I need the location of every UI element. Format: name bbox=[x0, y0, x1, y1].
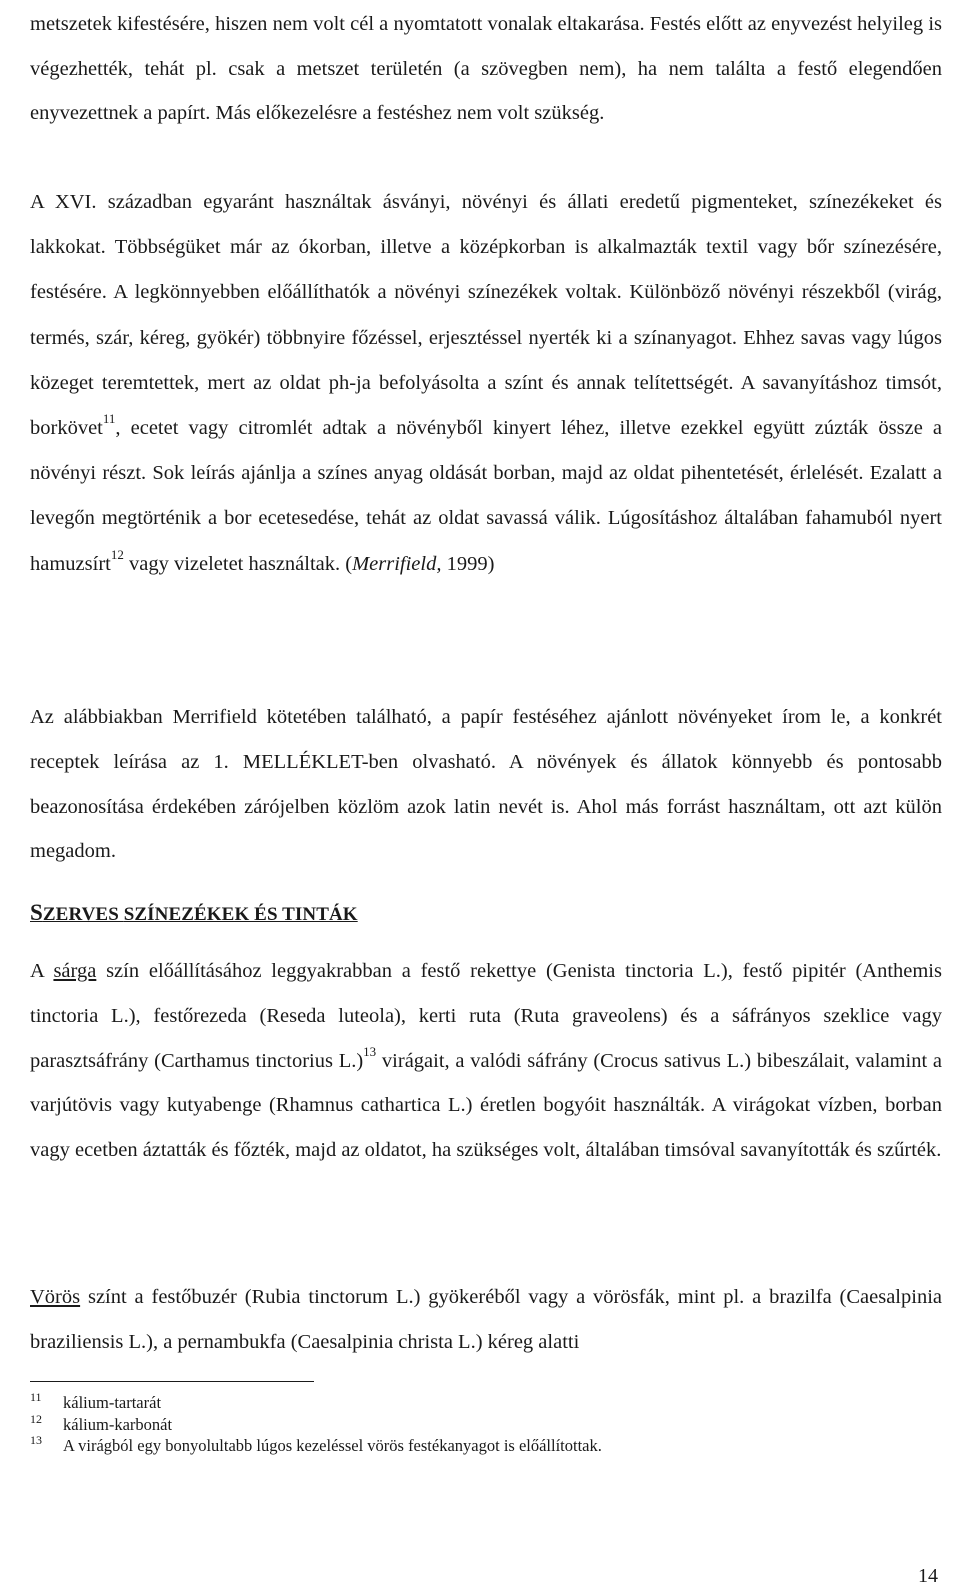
paragraph-pigments bbox=[30, 180, 942, 587]
footnote-number: 12 bbox=[30, 1411, 42, 1426]
footnotes bbox=[30, 1392, 930, 1457]
heading-text-2: SZÍNEZÉKEK ÉS TINTÁK bbox=[123, 904, 358, 925]
footnote-ref-13[interactable]: 13 bbox=[363, 1043, 377, 1059]
citation-author: Merrifield, bbox=[352, 552, 442, 575]
paragraph-text: színt a festőbuzér (Rubia tinctorum L.) gyökeréből vagy a vörösfák, mint pl. a brazilfa (Caesalpinia braziliensis L.), a pernambukfa (Caesalpinia christa L.) kéreg alatti bbox=[30, 1286, 942, 1353]
paragraph-text: A XVI. században egyaránt használtak ásványi, növényi és állati eredetű pigmenteket, színezékeket és lakkokat. Többségüket már az ókorban, illetve a középkorban is alkalmazták textil vagy bőr színezésére, festésére. A legkönnyebben előállíthatók a növényi színezékek voltak. Különböző növényi részekből (virág, termés, szár, kéreg, gyökér) többnyire főzéssel, erjesztéssel nyerték ki a színanyagot. Ehhez savas vagy lúgos közeget teremtettek, mert az oldat ph-ja befolyásolta a színt és annak telítettségét. A savanyításhoz timsót, borkövet bbox=[30, 191, 942, 440]
color-term-red: Vörös bbox=[30, 1286, 81, 1308]
footnote-11 bbox=[30, 1392, 930, 1414]
heading-text: ZERVES bbox=[42, 904, 124, 925]
paragraph-text: A bbox=[30, 960, 54, 982]
footnote-12 bbox=[30, 1411, 930, 1436]
color-term-yellow: sárga bbox=[53, 960, 97, 982]
footnote-number: 13 bbox=[30, 1433, 42, 1447]
citation-year: 1999) bbox=[441, 552, 495, 575]
paragraph-text: virágait, a valódi sáfrány (Crocus sativus L.) bibeszálait, valamint a varjútövis vagy kutyabenge (Rhamnus cathartica L.) éretlen bogyóit használták. A virágokat vízben, borban vagy ecetben áztatták és főzték, majd az oldatot, ha szükséges volt, általában timsóval savanyították és szűrték. bbox=[30, 1049, 942, 1162]
paragraph-text: , ecetet vagy citromlét adtak a növényből kinyert léhez, illetve ezekkel együtt zúzták össze a növényi részt. Sok leírás ajánlja a színes anyag oldását borban, majd az oldat pihentetését, érlelését. Ezalatt a levegőn megtörténik a bor ecetesedése, tehát az oldat savassá válik. Lúgosításhoz általában fahamuból nyert hamuzsírt bbox=[30, 417, 942, 575]
footnote-number: 11 bbox=[30, 1390, 42, 1404]
footnote-separator bbox=[30, 1381, 314, 1382]
page-number: 14 bbox=[918, 1565, 938, 1587]
footnote-text: A virágból egy bonyolultabb lúgos kezeléssel vörös festékanyagot is előállítottak. bbox=[63, 1436, 602, 1455]
footnote-ref-11[interactable]: 11 bbox=[102, 411, 116, 427]
paragraph-yellow bbox=[30, 949, 942, 1173]
footnote-text: kálium-tartarát bbox=[63, 1393, 162, 1412]
paragraph-merrifield-intro: Az alábbiakban Merrifield kötetében található, a papír festéséhez ajánlott növényeket írom le, a konkrét receptek leírása az 1. MELLÉKLET-ben olvasható. A növények és állatok könnyebb és pontosabb beazonosítása érdekében zárójelben közlöm azok latin nevét is. Ahol más forrást használtam, ott azt külön megadom. bbox=[30, 706, 942, 863]
footnote-text: kálium-karbonát bbox=[63, 1414, 173, 1434]
paragraph-red bbox=[30, 1275, 942, 1364]
footnote-ref-12[interactable]: 12 bbox=[110, 546, 124, 562]
heading-initial: S bbox=[30, 900, 43, 925]
paragraph-text: szín előállításához leggyakrabban a festő rekettye (Genista tinctoria L.), festő pipitér (Anthemis tinctoria L.), festőrezeda (Reseda luteola), kerti ruta (Ruta graveolens) és a sáfrányos szeklice vagy parasztsáfrány (Carthamus tinctorius L.) bbox=[30, 960, 942, 1072]
paragraph-engraving-sizing: metszetek kifestésére, hiszen nem volt cél a nyomtatott vonalak eltakarása. Festés előtt az enyvezést helyileg is végezhették, tehát pl. csak a metszet területén (a szövegben nem), ha nem találta a festő elegendően enyvezettnek a papírt. Más előkezelésre a festéshez nem volt szükség. bbox=[30, 13, 942, 125]
footnote-13 bbox=[30, 1435, 930, 1457]
section-heading bbox=[30, 901, 358, 927]
paragraph-text: vagy vizeletet használtak. ( bbox=[123, 552, 353, 575]
